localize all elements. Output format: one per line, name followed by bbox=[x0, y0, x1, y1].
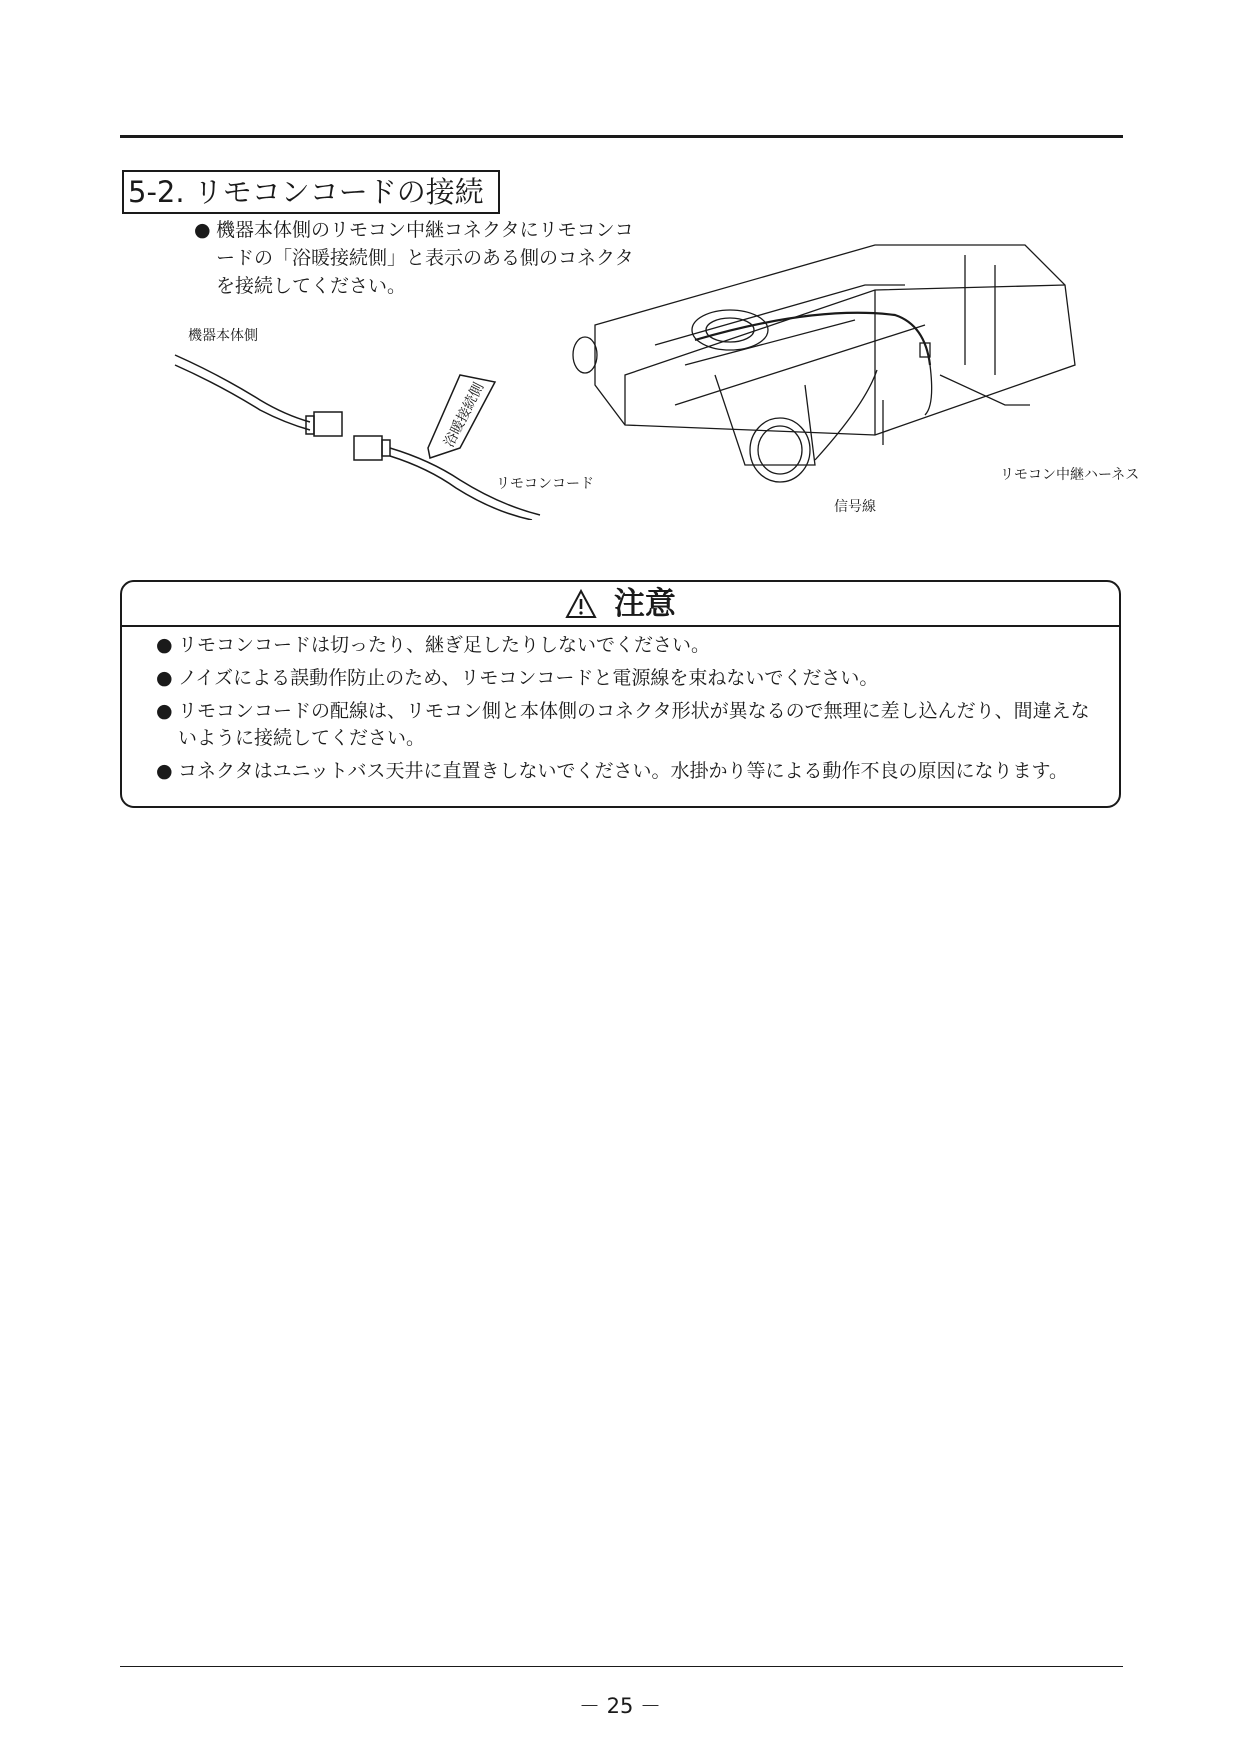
caution-title: 注意 bbox=[613, 586, 676, 622]
tag-label: 浴暖接続側 bbox=[441, 380, 488, 450]
harness-label: リモコン中継ハーネス bbox=[1000, 467, 1140, 483]
caution-item: ● ノイズによる誤動作防止のため、リモコンコードと電源線を束ねないでください。 bbox=[156, 665, 1099, 692]
cord-connector-illustration bbox=[160, 320, 600, 520]
bullet-icon: ● bbox=[156, 634, 173, 656]
caution-item: ● リモコンコードの配線は、リモコン側と本体側のコネクタ形状が異なるので無理に差し込んだり、間違えないように接続してください。 bbox=[156, 700, 1090, 749]
warning-triangle-icon bbox=[565, 589, 597, 619]
bullet-icon: ● bbox=[156, 667, 173, 689]
caution-item: ● リモコンコードは切ったり、継ぎ足したりしないでください。 bbox=[156, 632, 1099, 659]
section-title: 5-2. リモコンコードの接続 bbox=[122, 170, 500, 214]
caution-title-row bbox=[122, 585, 1119, 623]
caution-list bbox=[156, 632, 1099, 791]
unit-side-label: 機器本体側 bbox=[188, 327, 258, 343]
intro-text: 機器本体側のリモコン中継コネクタにリモコンコードの「浴暖接続側」と表示のある側のコネクタを接続してください。 bbox=[216, 219, 634, 297]
caution-header bbox=[122, 582, 1119, 627]
page-number: － 25 － bbox=[578, 1694, 662, 1718]
signal-wire-label: 信号線 bbox=[834, 499, 876, 515]
top-rule bbox=[120, 135, 1123, 138]
remote-cord-label: リモコンコード bbox=[496, 476, 594, 492]
bullet-icon: ● bbox=[156, 700, 173, 722]
bullet-icon: ● bbox=[194, 219, 211, 241]
caution-box bbox=[120, 580, 1121, 808]
bottom-rule bbox=[120, 1666, 1123, 1667]
caution-item: ● コネクタはユニットバス天井に直置きしないでください。水掛かり等による動作不良の原因になります。 bbox=[156, 758, 1099, 785]
bullet-icon: ● bbox=[156, 760, 173, 782]
